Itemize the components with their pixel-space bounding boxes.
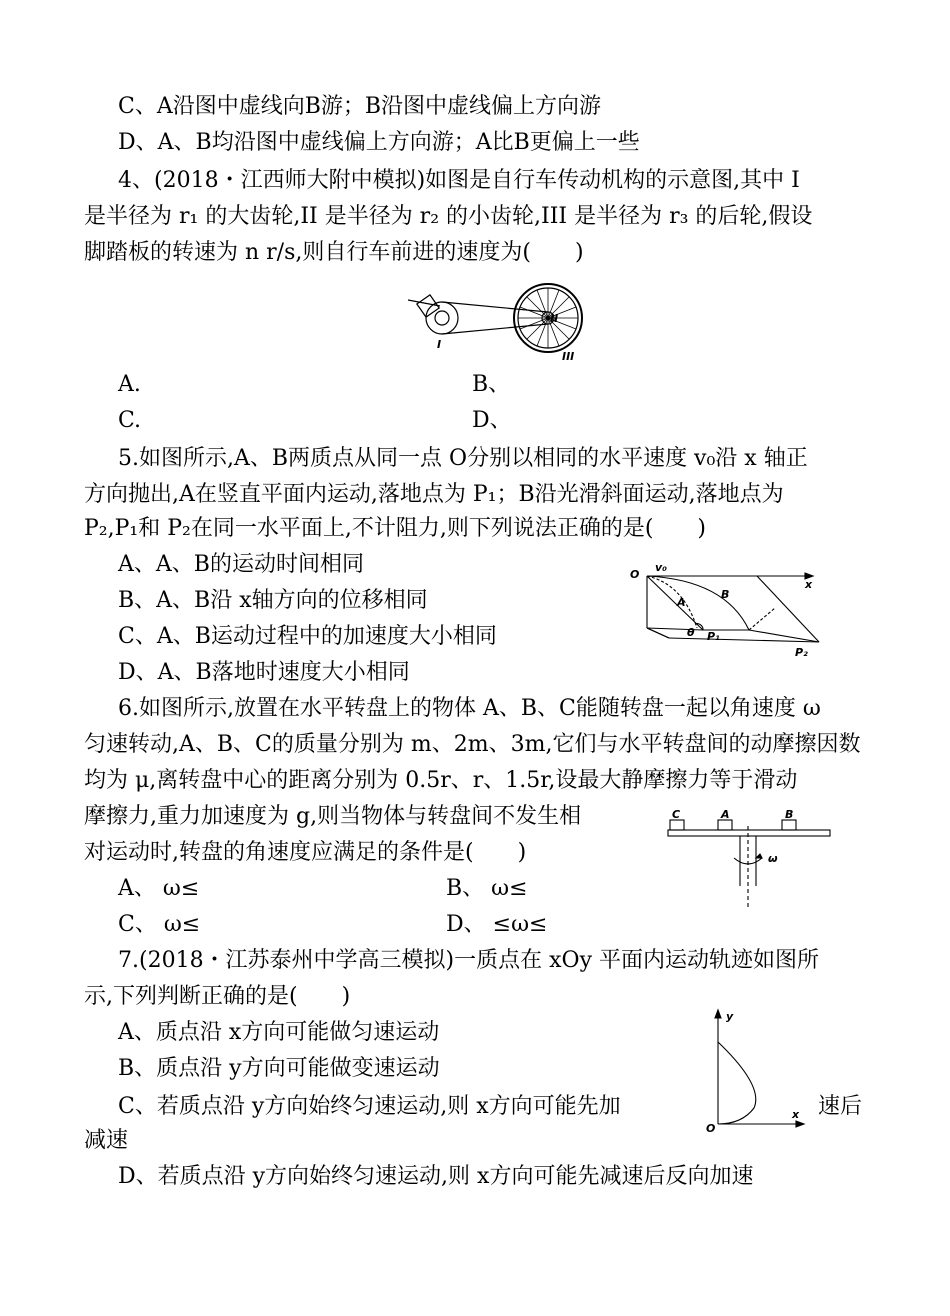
- q6-stem-line4: 摩擦力,重力加速度为 g,则当物体与转盘间不发生相: [84, 804, 582, 829]
- q4-stem-line1: 4、(2018・江西师大附中模拟)如图是自行车传动机构的示意图,其中 I: [118, 168, 800, 193]
- fig5-label-origin: O: [630, 568, 640, 581]
- fig5-label-a: A: [677, 596, 686, 609]
- fig7-label-x-axis: x: [792, 1108, 800, 1121]
- q5-stem-line2: 方向抛出,A在竖直平面内运动,落地点为 P₁；B沿光滑斜面运动,落地点为: [84, 482, 784, 507]
- fig5-label-theta: θ: [687, 626, 695, 639]
- q4-stem-line2: 是半径为 r₁ 的大齿轮,II 是半径为 r₂ 的小齿轮,III 是半径为 r₃ 的后轮,假设: [84, 204, 813, 229]
- q6-option-c: C、 ω≤: [118, 912, 201, 937]
- fig7-label-y-axis: y: [726, 1010, 734, 1023]
- fig5-label-p1: P₁: [707, 630, 720, 643]
- fig4-label-small-gear: II: [550, 312, 559, 325]
- fig6-label-c: C: [672, 808, 681, 821]
- fig7-label-origin: O: [706, 1122, 716, 1134]
- q6-option-d: D、 ≤ω≤: [446, 912, 548, 937]
- q3-option-c: C、A沿图中虚线向B游；B沿图中虚线偏上方向游: [118, 94, 602, 119]
- q5-stem-line1: 5.如图所示,A、B两质点从同一点 O分别以相同的水平速度 v₀沿 x 轴正: [118, 446, 808, 471]
- fig4-label-rear-wheel: III: [562, 350, 575, 363]
- trajectory-figure: [702, 1006, 808, 1134]
- projectile-incline-figure: [625, 560, 830, 660]
- q6-option-a: A、 ω≤: [118, 876, 200, 901]
- q7-stem-line1: 7.(2018・江苏泰州中学高三模拟)一质点在 xOy 平面内运动轨迹如图所: [118, 948, 820, 973]
- q4-option-d: D、: [472, 408, 512, 433]
- q6-stem-line3: 均为 μ,离转盘中心的距离分别为 0.5r、r、1.5r,设最大静摩擦力等于滑动: [84, 768, 798, 793]
- q5-option-d: D、A、B落地时速度大小相同: [118, 660, 410, 685]
- q7-option-c-line1-end: 速后: [818, 1094, 863, 1119]
- q7-stem-line2: 示,下列判断正确的是( ): [84, 984, 351, 1009]
- q7-option-d: D、若质点沿 y方向始终匀速运动,则 x方向可能先减速后反向加速: [118, 1164, 754, 1189]
- q6-stem-line5: 对运动时,转盘的角速度应满足的条件是( ): [84, 840, 527, 865]
- q7-option-b: B、质点沿 y方向可能做变速运动: [118, 1056, 440, 1081]
- q7-option-c-line2: 减速: [84, 1128, 129, 1153]
- q4-option-c: C.: [118, 408, 142, 433]
- fig4-label-big-gear: I: [437, 338, 442, 351]
- q7-option-c-line1: C、若质点沿 y方向始终匀速运动,则 x方向可能先加: [118, 1094, 621, 1119]
- q4-option-a: A.: [118, 372, 141, 397]
- q4-stem-line3: 脚踏板的转速为 n r/s,则自行车前进的速度为( ): [84, 240, 584, 265]
- q6-stem-line1: 6.如图所示,放置在水平转盘上的物体 A、B、C能随转盘一起以角速度 ω: [118, 696, 821, 721]
- q5-option-a: A、A、B的运动时间相同: [118, 552, 364, 577]
- q5-option-b: B、A、B沿 x轴方向的位移相同: [118, 588, 428, 613]
- fig5-label-v0: v₀: [655, 561, 667, 574]
- q6-stem-line2: 匀速转动,A、B、C的质量分别为 m、2m、3m,它们与水平转盘间的动摩擦因数: [84, 732, 861, 757]
- q7-option-a: A、质点沿 x方向可能做匀速运动: [118, 1020, 440, 1045]
- fig5-label-x-axis: x: [805, 578, 813, 591]
- q4-option-b: B、: [472, 372, 511, 397]
- fig6-label-b: B: [785, 808, 794, 821]
- q5-stem-line3: P₂,P₁和 P₂在同一水平面上,不计阻力,则下列说法正确的是( ): [84, 516, 707, 541]
- turntable-figure: [664, 806, 834, 910]
- q6-option-b: B、 ω≤: [446, 876, 528, 901]
- q5-option-c: C、A、B运动过程中的加速度大小相同: [118, 624, 497, 649]
- q3-option-d: D、A、B均沿图中虚线偏上方向游；A比B更偏上一些: [118, 130, 640, 155]
- fig6-label-omega: ω: [768, 852, 778, 865]
- bicycle-transmission-figure: [400, 272, 585, 368]
- fig6-label-a: A: [721, 808, 730, 821]
- fig5-label-b: B: [721, 588, 730, 601]
- fig5-label-p2: P₂: [795, 646, 808, 659]
